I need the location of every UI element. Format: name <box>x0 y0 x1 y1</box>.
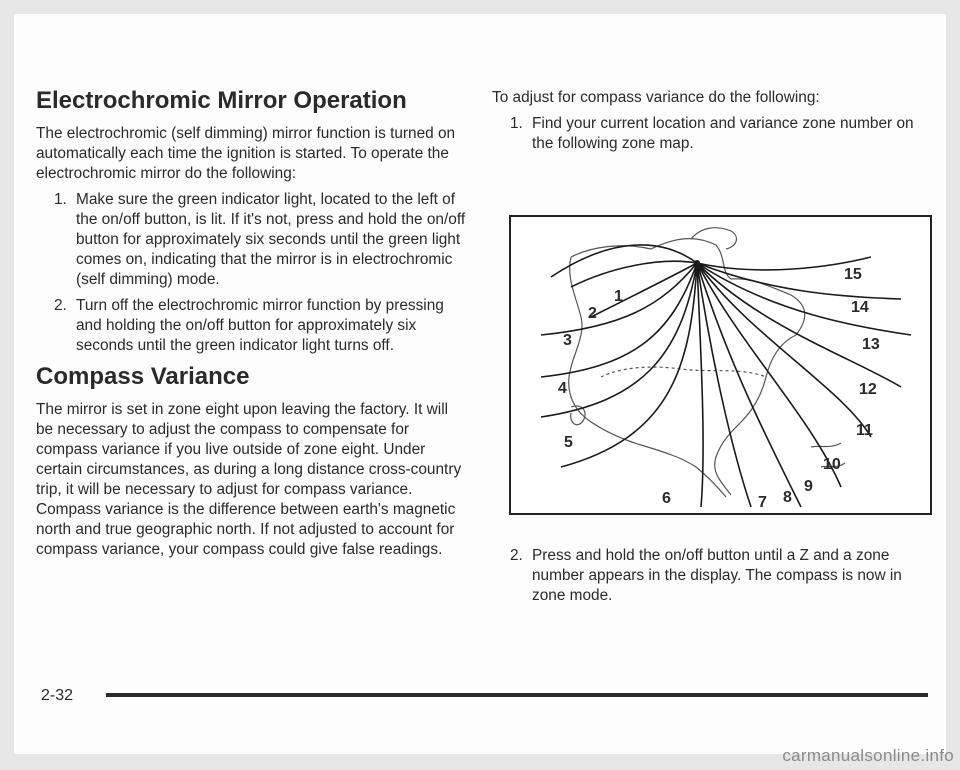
variance-step-2 <box>492 546 922 606</box>
step-number: 1. <box>54 191 67 208</box>
mirror-step-2 <box>36 296 466 356</box>
step-number: 2. <box>510 547 523 564</box>
step-number: 1. <box>510 115 523 132</box>
watermark: carmanualsonline.info <box>782 746 954 765</box>
compass-heading: Compass Variance <box>36 363 250 390</box>
page-number: 2-32 <box>41 687 74 704</box>
zone-label-3: 3 <box>563 332 572 349</box>
step-text: Press and hold the on/off button until a Z and a zone number appears in the display. The compass is now in zone mode. <box>532 547 902 604</box>
mirror-step-1 <box>36 190 466 290</box>
zone-map <box>509 215 932 515</box>
zone-label-13: 13 <box>862 336 880 353</box>
zone-label-7: 7 <box>758 494 767 511</box>
variance-steps-continued <box>492 546 922 606</box>
zone-label-9: 9 <box>804 478 813 495</box>
zone-label-4: 4 <box>558 380 567 397</box>
variance-step-1 <box>492 114 922 154</box>
zone-label-15: 15 <box>844 266 862 283</box>
compass-body: The mirror is set in zone eight upon leaving the factory. It will be necessary to adjust the compass to compensate for compass variance if you live outside of zone eight. Under certain circumstances, as during a long distance cross-country trip, it will be necessary to adjust for compass variance. Compass variance is the difference between earth's magnetic north and true geographic north. If not adjusted to account for compass variance, your compass could give false readings. <box>36 401 462 558</box>
zone-label-11: 11 <box>856 422 873 439</box>
step-number: 2. <box>54 297 67 314</box>
zone-label-14: 14 <box>851 299 869 316</box>
zone-label-6: 6 <box>662 490 671 507</box>
zone-label-10: 10 <box>823 456 841 473</box>
zone-label-2: 2 <box>588 305 597 322</box>
isogonic-lines <box>541 245 911 507</box>
zone-label-5: 5 <box>564 434 573 451</box>
variance-step-2-container <box>492 540 922 612</box>
left-column <box>36 86 466 560</box>
step-text: Turn off the electrochromic mirror function by pressing and holding the on/off button for approximately six seconds until the green indicator light turns off. <box>76 297 444 354</box>
magnetic-north-point <box>694 260 700 266</box>
mirror-intro: The electrochromic (self dimming) mirror function is turned on automatically each time the ignition is started. To operate the electrochromic mirror do the following: <box>36 125 456 182</box>
zone-label-8: 8 <box>783 489 792 506</box>
footer-rule <box>106 693 928 697</box>
zone-label-1: 1 <box>614 288 623 305</box>
right-column <box>492 86 922 160</box>
variance-intro: To adjust for compass variance do the following: <box>492 89 820 106</box>
mirror-steps <box>36 190 466 356</box>
mirror-heading: Electrochromic Mirror Operation <box>36 87 407 114</box>
variance-steps <box>492 114 922 154</box>
zone-map-graphic <box>511 217 930 513</box>
zone-label-12: 12 <box>859 381 877 398</box>
step-text: Make sure the green indicator light, located to the left of the on/off button, is lit. If it's not, press and hold the on/off button for approximately six seconds until the green light comes on, indicating that the mirror is in electrochromic (self dimming) mode. <box>76 191 466 288</box>
step-text: Find your current location and variance zone number on the following zone map. <box>532 115 914 152</box>
